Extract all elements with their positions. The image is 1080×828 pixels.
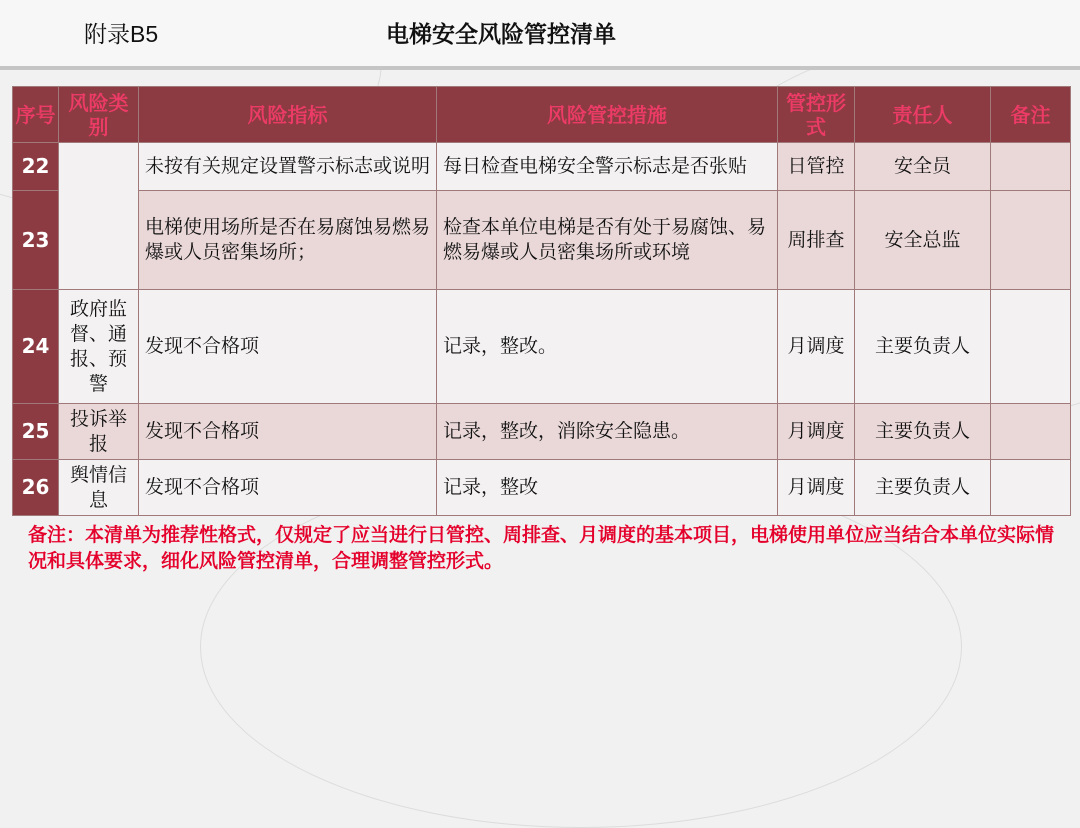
row-indicator: 发现不合格项 [139,290,437,404]
table-row [13,191,1071,290]
row-measure: 记录，整改，消除安全隐患。 [437,404,778,460]
row-remark [991,143,1071,191]
page-title: 电梯安全风险管控清单 [386,22,616,48]
row-indicator: 电梯使用场所是否在易腐蚀易燃易爆或人员密集场所； [139,191,437,290]
row-seq: 24 [13,290,59,404]
table-row [13,290,1071,404]
row-indicator: 未按有关规定设置警示标志或说明 [139,143,437,191]
row-seq: 22 [13,143,59,191]
row-owner: 主要负责人 [855,404,991,460]
row-owner: 主要负责人 [855,460,991,516]
row-seq: 25 [13,404,59,460]
row-indicator: 发现不合格项 [139,404,437,460]
row-owner: 安全总监 [855,191,991,290]
row-measure: 检查本单位电梯是否有处于易腐蚀、易燃易爆或人员密集场所或环境 [437,191,778,290]
row-remark [991,460,1071,516]
table-row [13,404,1071,460]
header-owner: 责任人 [855,87,991,143]
header-measure: 风险管控措施 [437,87,778,143]
row-category: 政府监督、通报、预警 [59,290,139,404]
row-indicator: 发现不合格项 [139,460,437,516]
risk-control-table [12,86,1071,516]
header-form: 管控形式 [778,87,855,143]
header-indicator: 风险指标 [139,87,437,143]
row-owner: 主要负责人 [855,290,991,404]
header-band [0,0,1080,70]
row-remark [991,191,1071,290]
footnote: 备注：本清单为推荐性格式，仅规定了应当进行日管控、周排查、月调度的基本项目，电梯使用单位应当结合本单位实际情况和具体要求，细化风险管控清单，合理调整管控形式。 [28,524,1055,572]
row-form: 月调度 [778,460,855,516]
row-owner: 安全员 [855,143,991,191]
header-category: 风险类别 [59,87,139,143]
row-remark [991,404,1071,460]
row-seq: 23 [13,191,59,290]
row-measure: 每日检查电梯安全警示标志是否张贴 [437,143,778,191]
row-seq: 26 [13,460,59,516]
background-decoration [200,466,962,828]
row-form: 月调度 [778,290,855,404]
header-remark: 备注 [991,87,1071,143]
appendix-label: 附录B5 [84,21,159,47]
row-measure: 记录，整改。 [437,290,778,404]
table-row [13,460,1071,516]
row-form: 月调度 [778,404,855,460]
row-measure: 记录，整改 [437,460,778,516]
row-category [59,143,139,290]
row-form: 日管控 [778,143,855,191]
header-seq: 序号 [13,87,59,143]
row-remark [991,290,1071,404]
table-row [13,143,1071,191]
row-category: 舆情信息 [59,460,139,516]
row-form: 周排查 [778,191,855,290]
table-header-row [13,87,1071,143]
row-category: 投诉举报 [59,404,139,460]
